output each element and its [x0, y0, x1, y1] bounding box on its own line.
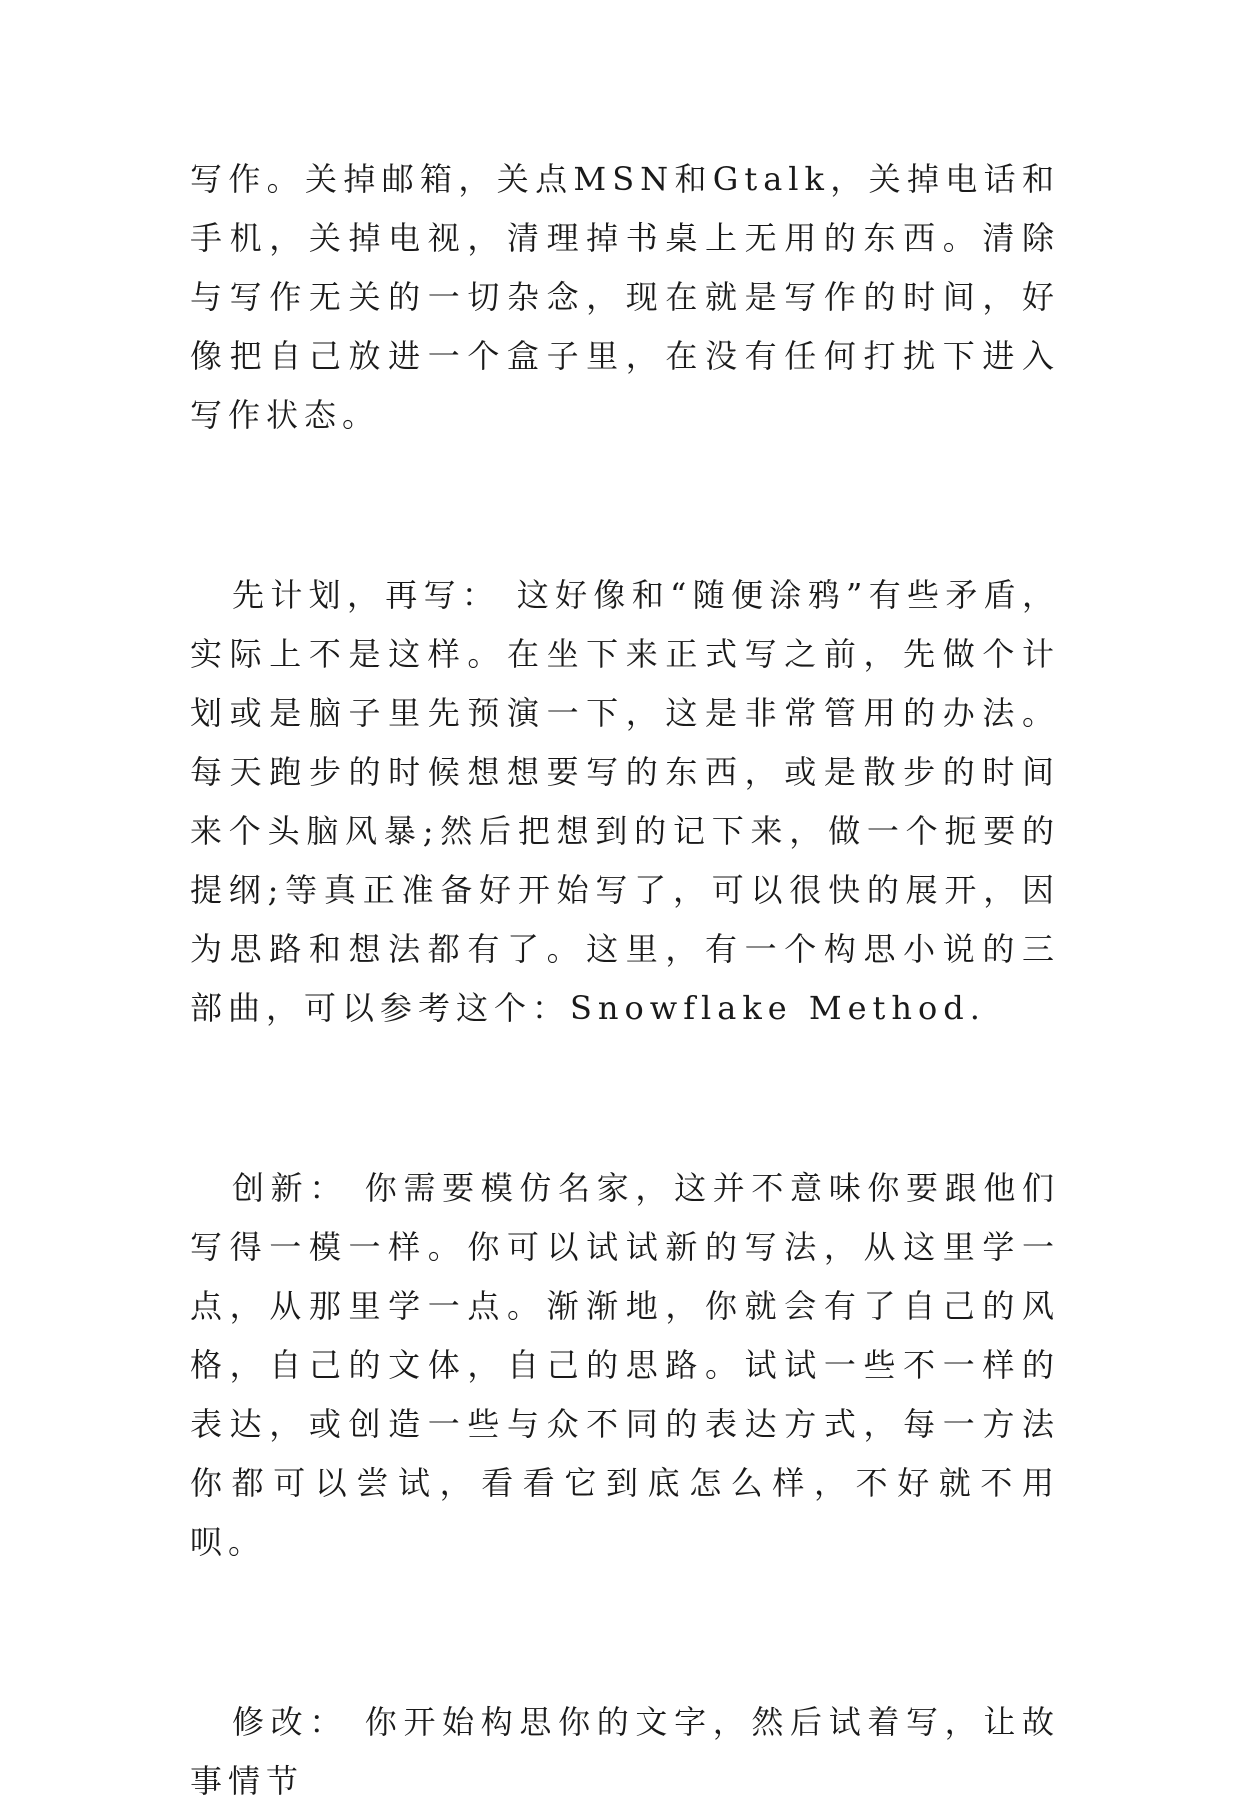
paragraph-focus-writing: 写作。关掉邮箱，关点MSN和Gtalk，关掉电话和手机，关掉电视，清理掉书桌上无用的东西。清除与写作无关的一切杂念，现在就是写作的时间，好像把自己放进一个盒子里，在没有任何打扰下进入写作状态。 — [190, 160, 1060, 434]
paragraph-plan-first: 先计划，再写： 这好像和“随便涂鸦”有些矛盾，实际上不是这样。在坐下来正式写之前，先做个计划或是脑子里先预演一下，这是非常管用的办法。每天跑步的时候想想要写的东西，或是散步的时间来个头脑风暴;然后把想到的记下来，做一个扼要的提纲;等真正准备好开始写了，可以很快的展开，因为思路和想法都有了。这里，有一个构思小说的三部曲，可以参考这个：Snowflake Method. — [190, 576, 1060, 1027]
paragraph-innovation: 创新： 你需要模仿名家，这并不意味你要跟他们写得一模一样。你可以试试新的写法，从这里学一点，从那里学一点。渐渐地，你就会有了自己的风格，自己的文体，自己的思路。试试一些不一样的表达，或创造一些与众不同的表达方式，每一方法你都可以尝试，看看它到底怎么样，不好就不用呗。 — [190, 1169, 1060, 1561]
document-page — [190, 150, 1060, 1811]
paragraph-revision: 修改： 你开始构思你的文字，然后试着写，让故事情节 — [190, 1703, 1060, 1800]
